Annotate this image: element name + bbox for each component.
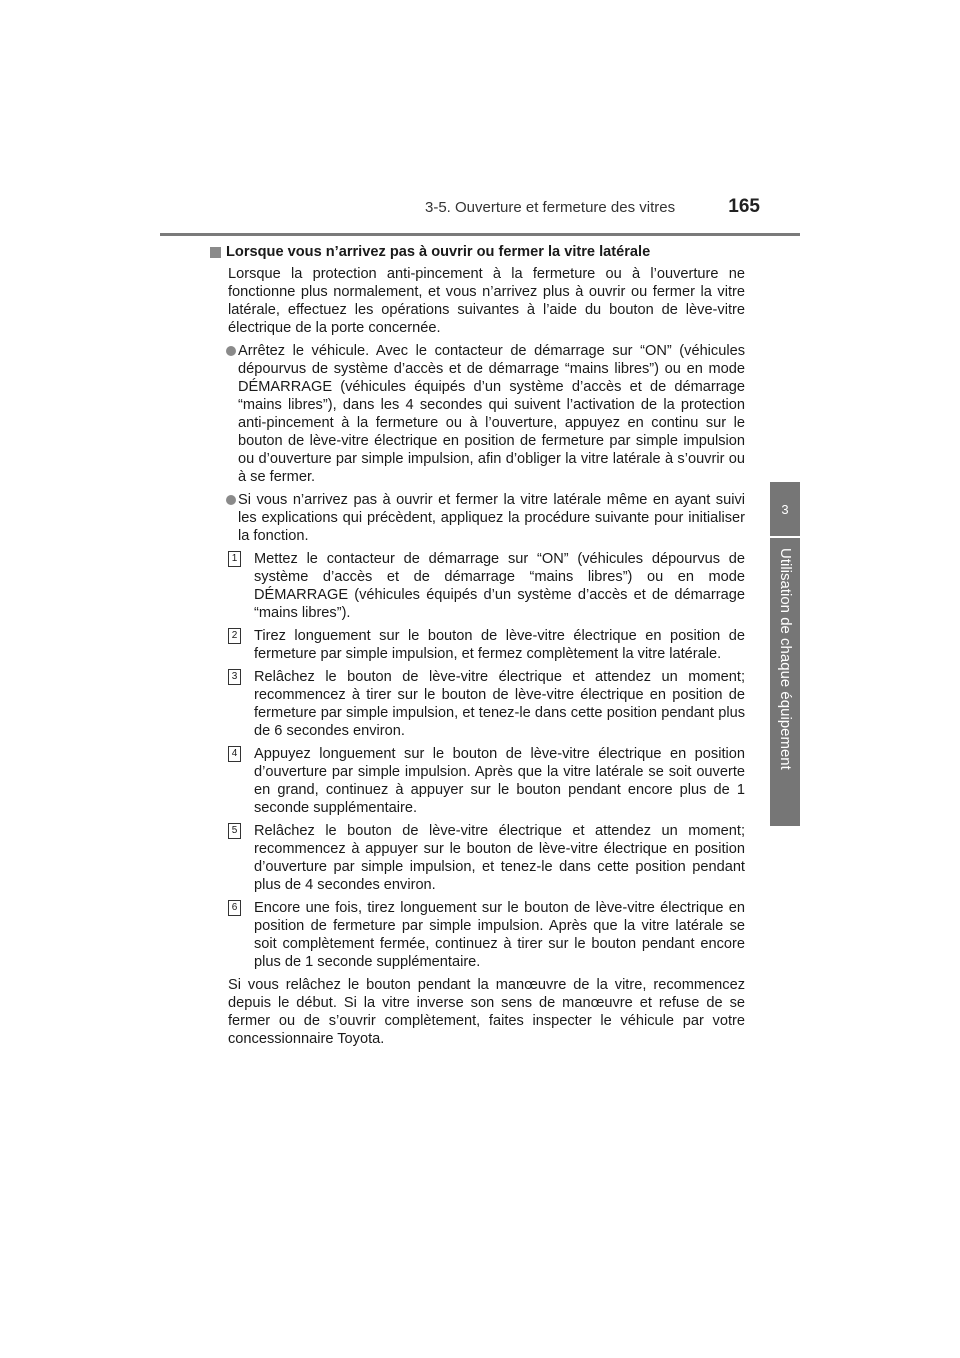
chapter-number: 3 <box>781 502 789 517</box>
step-text: Tirez longuement sur le bouton de lève-vitre électrique en position de fermeture par simple impulsion, et fermez complètement la vitre latérale. <box>254 628 745 662</box>
main-content <box>210 240 750 1053</box>
subsection-heading <box>210 243 750 261</box>
bullet-text: Arrêtez le véhicule. Avec le contacteur de démarrage sur “ON” (véhicules dépourvus de système d’accès et de démarrage “mains libres”) ou en mode DÉMARRAGE (véhicules équipés d’un système d’accès et de démarrage “mains libres”), dans les 4 secondes qui suivent l’activation de la protection anti-pincement à la fermeture ou à l’ouverture, appuyez en continu sur le bouton de lève-vitre électrique en position de fermeture par simple impulsion ou d’ouverture par simple impulsion, afin d’obliger la vitre latérale à s’ouvrir ou à se fermer. <box>238 343 745 485</box>
page-number: 165 <box>728 196 760 217</box>
step-number-box: 5 <box>228 823 241 839</box>
step-item <box>210 550 745 622</box>
step-item <box>210 822 745 894</box>
closing-paragraph: Si vous relâchez le bouton pendant la manœuvre de la vitre, recommencez depuis le début. Si la vitre inverse son sens de manœuvre et refuse de se fermer ou de s’ouvrir complètement, faites inspecter le véhicule par votre concessionnaire Toyota. <box>228 977 745 1047</box>
step-text: Appuyez longuement sur le bouton de lève-vitre électrique en position d’ouverture par simple impulsion. Après que la vitre latérale se soit ouverte en grand, continuez à appuyer sur le bouton pendant encore plus de 1 seconde supplémentaire. <box>254 746 745 816</box>
step-number-box: 4 <box>228 746 241 762</box>
chapter-tab <box>770 482 800 536</box>
step-item <box>210 899 745 971</box>
bullet-text: Si vous n’arrivez pas à ouvrir et fermer la vitre latérale même en ayant suivi les explications qui précèdent, appliquez la procédure suivante pour initialiser la fonction. <box>238 492 745 544</box>
header-rule <box>160 233 800 236</box>
step-item <box>210 668 745 740</box>
step-text: Mettez le contacteur de démarrage sur “ON” (véhicules dépourvus de système d’accès et de démarrage “mains libres”) ou en mode DÉMARRAGE (véhicules équipés d’un système d’accès et de démarrage “mains libres”). <box>254 551 745 621</box>
circle-bullet-icon <box>226 495 236 505</box>
step-number-box: 1 <box>228 551 241 567</box>
subsection-heading-text: Lorsque vous n’arrivez pas à ouvrir ou fermer la vitre latérale <box>226 244 651 260</box>
step-text: Encore une fois, tirez longuement sur le bouton de lève-vitre électrique en position de fermeture par simple impulsion. Après que la vitre latérale se soit complètement fermée, continuez à tirer sur le bouton pendant encore plus de 1 seconde supplémentaire. <box>254 900 745 970</box>
step-item <box>210 627 745 663</box>
step-item <box>210 745 745 817</box>
square-bullet-icon <box>210 247 221 258</box>
step-text: Relâchez le bouton de lève-vitre électrique et attendez un moment; recommencez à appuyer sur le bouton de lève-vitre électrique en position d’ouverture par simple impulsion, et tenez-le dans cette position pendant plus de 4 secondes environ. <box>254 823 745 893</box>
bullet-item <box>210 491 745 545</box>
bullet-item <box>210 342 745 486</box>
section-title: 3-5. Ouverture et fermeture des vitres <box>425 199 676 216</box>
page-header <box>160 196 800 216</box>
intro-paragraph: Lorsque la protection anti-pincement à la fermeture ou à l’ouverture ne fonctionne plus normalement, et vous n’arrivez plus à ouvrir ou fermer la vitre latérale, effectuez les opérations suivantes à l’aide du bouton de lève-vitre électrique de la porte concernée. <box>228 266 745 336</box>
step-number-box: 6 <box>228 900 241 916</box>
step-number-box: 3 <box>228 669 241 685</box>
chapter-title: Utilisation de chaque équipement <box>777 548 794 770</box>
circle-bullet-icon <box>226 346 236 356</box>
step-text: Relâchez le bouton de lève-vitre électrique et attendez un moment; recommencez à tirer sur le bouton de lève-vitre électrique en position de fermeture par simple impulsion, et tenez-le dans cette position pendant plus de 6 secondes environ. <box>254 669 745 739</box>
step-number-box: 2 <box>228 628 241 644</box>
